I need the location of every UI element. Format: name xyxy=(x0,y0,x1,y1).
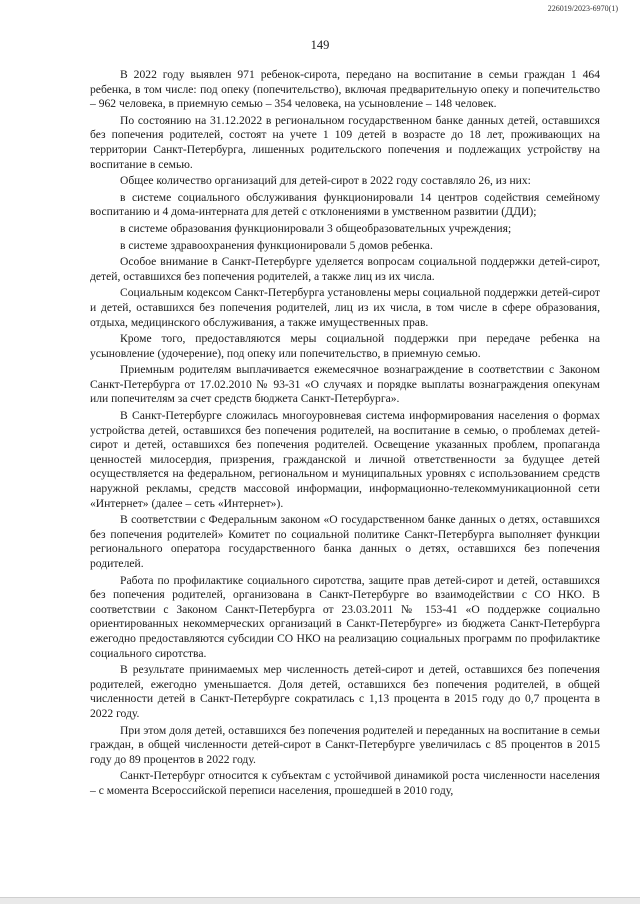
paragraph: Особое внимание в Санкт-Петербурге уделяется вопросам социальной поддержки детей-сирот, детей, оставшихся без попечения родителей, а также лиц из их числа. xyxy=(90,255,600,283)
page-number: 149 xyxy=(310,38,330,52)
paragraph: В соответствии с Федеральным законом «О государственном банке данных о детях, оставшихся без попечения родителей» Комитет по социальной политике Санкт-Петербурга выполняет функции регионального оператора государственного банка данных о детях, оставшихся без попечения родителей. xyxy=(90,513,600,570)
paragraph: В Санкт-Петербурге сложилась многоуровневая система информирования населения о формах устройства детей, оставшихся без попечения родителей, на воспитание в семью, о проблемах детей-сирот и детей, оставшихся без попечения родителей. Освещение указанных проблем, пропаганда ценностей милосердия, призрения, гражданской и личной ответственности за будущее детей осуществляется на федеральном, региональном и муниципальных уровнях с использованием средств наружной рекламы, средств массовой информации, информационно-телекоммуникационной сети «Интернет» (далее – сеть «Интернет»). xyxy=(90,409,600,510)
paragraph: Работа по профилактике социального сиротства, защите прав детей-сирот и детей, оставшихся без попечения родителей, организована в Санкт-Петербурге во взаимодействии с СО НКО. В соответствии с Законом Санкт-Петербурга от 23.03.2011 № 153-41 «О поддержке социально ориентированных некоммерческих организаций в Санкт-Петербурге» из бюджета Санкт-Петербурга ежегодно предоставляются субсидии СО НКО на реализацию социальных программ по профилактике социального сиротства. xyxy=(90,573,600,660)
paragraph: в системе образования функционировали 3 общеобразовательных учреждения; xyxy=(120,221,512,235)
paragraph: Общее количество организаций для детей-сирот в 2022 году составляло 26, из них: xyxy=(120,174,531,188)
paragraph: Кроме того, предоставляются меры социальной поддержки при передаче ребенка на усыновление (удочерение), под опеку или попечительство, в приемную семью. xyxy=(90,332,600,360)
paragraph: По состоянию на 31.12.2022 в региональном государственном банке данных детей, оставшихся без попечения родителей, состоят на учете 1 109 детей в возрасте до 18 лет, проживающих на территории Санкт-Петербурга, лишенных родительского попечения и подлежащих устройству на воспитание в семью. xyxy=(90,113,600,171)
document-body xyxy=(90,68,600,801)
paragraph: Социальным кодексом Санкт-Петербурга установлены меры социальной поддержки детей-сирот и детей, оставшихся без попечения родителей, лиц из их числа, в том числе в сфере образования, отдыха, медицинского обслуживания, а также имущественных прав. xyxy=(90,286,600,329)
document-id: 226019/2023-6970(1) xyxy=(547,4,618,13)
paragraph: В результате принимаемых мер численность детей-сирот и детей, оставшихся без попечения родителей, ежегодно уменьшается. Доля детей, оставшихся без попечения родителей, в общей численности детей в Санкт-Петербурге сократилась с 1,13 процента в 2015 году до 0,7 процента в 2022 году. xyxy=(90,663,600,720)
paragraph: в системе социального обслуживания функционировали 14 центров содействия семейному воспитанию и 4 дома-интерната для детей с отклонениями в умственном развитии (ДДИ); xyxy=(90,190,600,219)
paragraph: Приемным родителям выплачивается ежемесячное вознаграждение в соответствии с Законом Санкт-Петербурга от 17.02.2010 № 93-31 «О случаях и порядке выплаты вознаграждения опекунам или попечителям за счет средств бюджета Санкт-Петербурга». xyxy=(90,363,600,406)
paragraph: При этом доля детей, оставшихся без попечения родителей и переданных на воспитание в семьи граждан, в общей численности детей-сирот в Санкт-Петербурге увеличилась с 85 процентов в 2015 году до 89 процентов в 2022 году. xyxy=(90,723,600,766)
paragraph: Санкт-Петербург относится к субъектам с устойчивой динамикой роста численности населения – с момента Всероссийской переписи населения, прошедшей в 2010 году, xyxy=(90,769,600,797)
paragraph: в системе здравоохранения функционировали 5 домов ребенка. xyxy=(120,238,433,252)
paragraph: В 2022 году выявлен 971 ребенок-сирота, передано на воспитание в семьи граждан 1 464 ребенка, в том числе: под опеку (попечительство), включая предварительную опеку и попечительство – 962 человека, в приемную семью – 354 человека, на усыновление – 148 человек. xyxy=(90,68,600,111)
scan-bottom-edge xyxy=(0,897,640,904)
